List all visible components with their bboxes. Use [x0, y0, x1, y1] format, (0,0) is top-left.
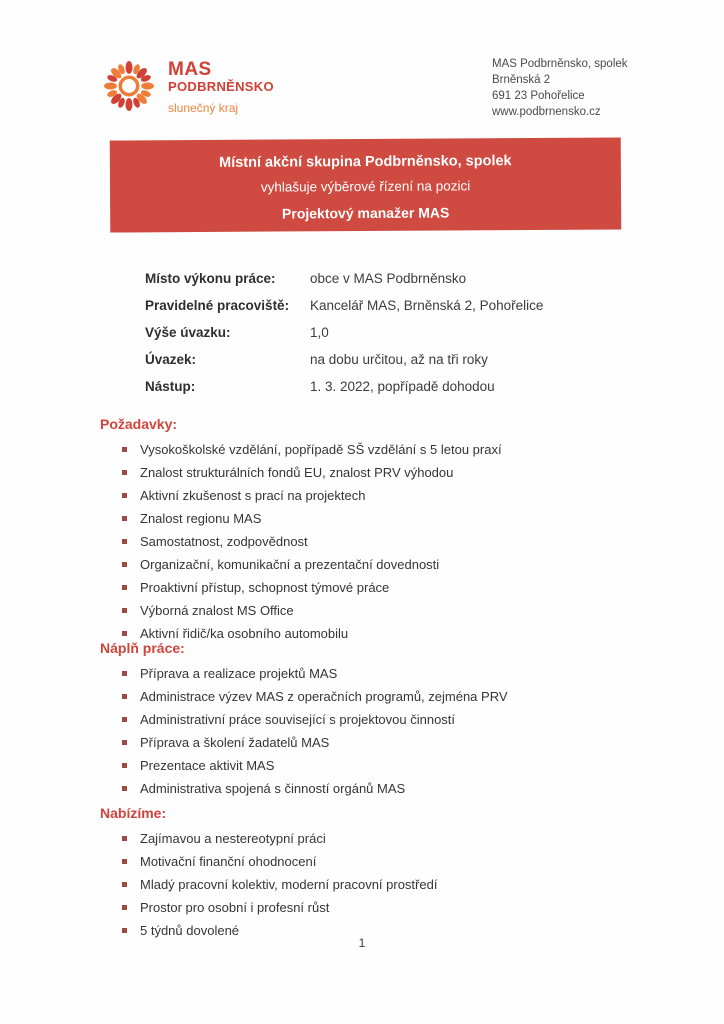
square-bullet-icon [122, 447, 127, 452]
list-item [122, 535, 600, 549]
square-bullet-icon [122, 694, 127, 699]
list-item-text: Prezentace aktivit MAS [140, 758, 275, 773]
list-item [122, 667, 600, 681]
square-bullet-icon [122, 717, 127, 722]
detail-value: 1. 3. 2022, popřípadě dohodou [310, 379, 495, 394]
banner-announce-line: vyhlašuje výběrové řízení na pozici [260, 178, 471, 195]
list-item-text: Aktivní řidič/ka osobního automobilu [140, 626, 349, 641]
list-item-text: Znalost strukturálních fondů EU, znalost PRV výhodou [140, 465, 454, 480]
section-job-description [100, 640, 600, 805]
detail-row [145, 292, 585, 319]
square-bullet-icon [122, 836, 127, 841]
detail-row [145, 319, 585, 346]
contact-block [492, 56, 628, 120]
list-item-text: Příprava a školení žadatelů MAS [140, 735, 330, 750]
sunflower-logo-icon [100, 57, 158, 115]
list-item [122, 627, 600, 641]
list-item-text: Motivační finanční ohodnocení [140, 854, 317, 869]
list-item-text: Znalost regionu MAS [140, 511, 262, 526]
list-item-text: Prostor pro osobní i profesní růst [140, 900, 330, 915]
list-item-text: Příprava a realizace projektů MAS [140, 666, 338, 681]
list-item [122, 878, 600, 892]
square-bullet-icon [122, 631, 127, 636]
detail-value: Kancelář MAS, Brněnská 2, Pohořelice [310, 298, 544, 313]
list-item [122, 466, 600, 480]
square-bullet-icon [122, 905, 127, 910]
contact-street: Brněnská 2 [492, 74, 551, 86]
list-item [122, 489, 600, 503]
contact-website: www.podbrnensko.cz [492, 106, 601, 118]
list-item [122, 713, 600, 727]
bullet-list [100, 832, 600, 938]
contact-org: MAS Podbrněnsko, spolek [492, 58, 628, 70]
detail-row [145, 346, 585, 373]
square-bullet-icon [122, 493, 127, 498]
list-item-text: Organizační, komunikační a prezentační dovednosti [140, 557, 440, 572]
square-bullet-icon [122, 539, 127, 544]
square-bullet-icon [122, 470, 127, 475]
detail-row [145, 373, 585, 400]
detail-label: Pravidelné pracoviště: [145, 298, 290, 313]
list-item [122, 901, 600, 915]
square-bullet-icon [122, 740, 127, 745]
detail-label: Výše úvazku: [145, 325, 231, 340]
detail-value: 1,0 [310, 325, 329, 340]
contact-city: 691 23 Pohořelice [492, 90, 585, 102]
square-bullet-icon [122, 882, 127, 887]
detail-label: Nástup: [145, 379, 196, 394]
list-item [122, 581, 600, 595]
section-requirements [100, 416, 600, 650]
banner-position-line: Projektový manažer MAS [281, 204, 450, 222]
list-item-text: Aktivní zkušenost s prací na projektech [140, 488, 366, 503]
list-item [122, 690, 600, 704]
logo-title: MAS [168, 59, 212, 80]
section-title: Požadavky: [100, 416, 178, 432]
list-item-text: Administrace výzev MAS z operačních programů, zejména PRV [140, 689, 508, 704]
bullet-list [100, 667, 600, 796]
square-bullet-icon [122, 608, 127, 613]
detail-value: obce v MAS Podbrněnsko [310, 271, 467, 286]
list-item-text: Mladý pracovní kolektiv, moderní pracovní prostředí [140, 877, 438, 892]
detail-row [145, 265, 585, 292]
section-title: Náplň práce: [100, 640, 185, 656]
square-bullet-icon [122, 671, 127, 676]
square-bullet-icon [122, 859, 127, 864]
list-item [122, 443, 600, 457]
square-bullet-icon [122, 928, 127, 933]
list-item-text: Výborná znalost MS Office [140, 603, 294, 618]
list-item-text: Administrativní práce související s projektovou činností [140, 712, 456, 727]
list-item-text: Proaktivní přístup, schopnost týmové práce [140, 580, 390, 595]
list-item [122, 855, 600, 869]
page-number: 1 [358, 936, 366, 950]
square-bullet-icon [122, 763, 127, 768]
org-logo [100, 57, 274, 115]
section-we-offer [100, 805, 600, 947]
square-bullet-icon [122, 786, 127, 791]
job-title-banner [110, 137, 622, 232]
list-item-text: Administrativa spojená s činností orgánů MAS [140, 781, 406, 796]
logo-tagline: slunečný kraj [168, 101, 239, 115]
list-item [122, 736, 600, 750]
job-details [145, 265, 585, 400]
list-item-text: Vysokoškolské vzdělání, popřípadě SŠ vzdělání s 5 letou praxí [140, 442, 502, 457]
detail-value: na dobu určitou, až na tři roky [310, 352, 488, 367]
banner-org-line: Místní akční skupina Podbrněnsko, spolek [219, 153, 512, 171]
section-title: Nabízíme: [100, 805, 167, 821]
detail-label: Místo výkonu práce: [145, 271, 276, 286]
list-item-text: Samostatnost, zodpovědnost [140, 534, 308, 549]
list-item [122, 604, 600, 618]
square-bullet-icon [122, 562, 127, 567]
square-bullet-icon [122, 516, 127, 521]
list-item [122, 759, 600, 773]
detail-label: Úvazek: [145, 352, 197, 367]
list-item [122, 512, 600, 526]
list-item-text: 5 týdnů dovolené [140, 923, 240, 938]
square-bullet-icon [122, 585, 127, 590]
list-item [122, 832, 600, 846]
list-item-text: Zajímavou a nestereotypní práci [140, 831, 326, 846]
list-item [122, 782, 600, 796]
list-item [122, 558, 600, 572]
bullet-list [100, 443, 600, 641]
logo-subtitle: PODBRNĚNSKO [168, 79, 274, 94]
